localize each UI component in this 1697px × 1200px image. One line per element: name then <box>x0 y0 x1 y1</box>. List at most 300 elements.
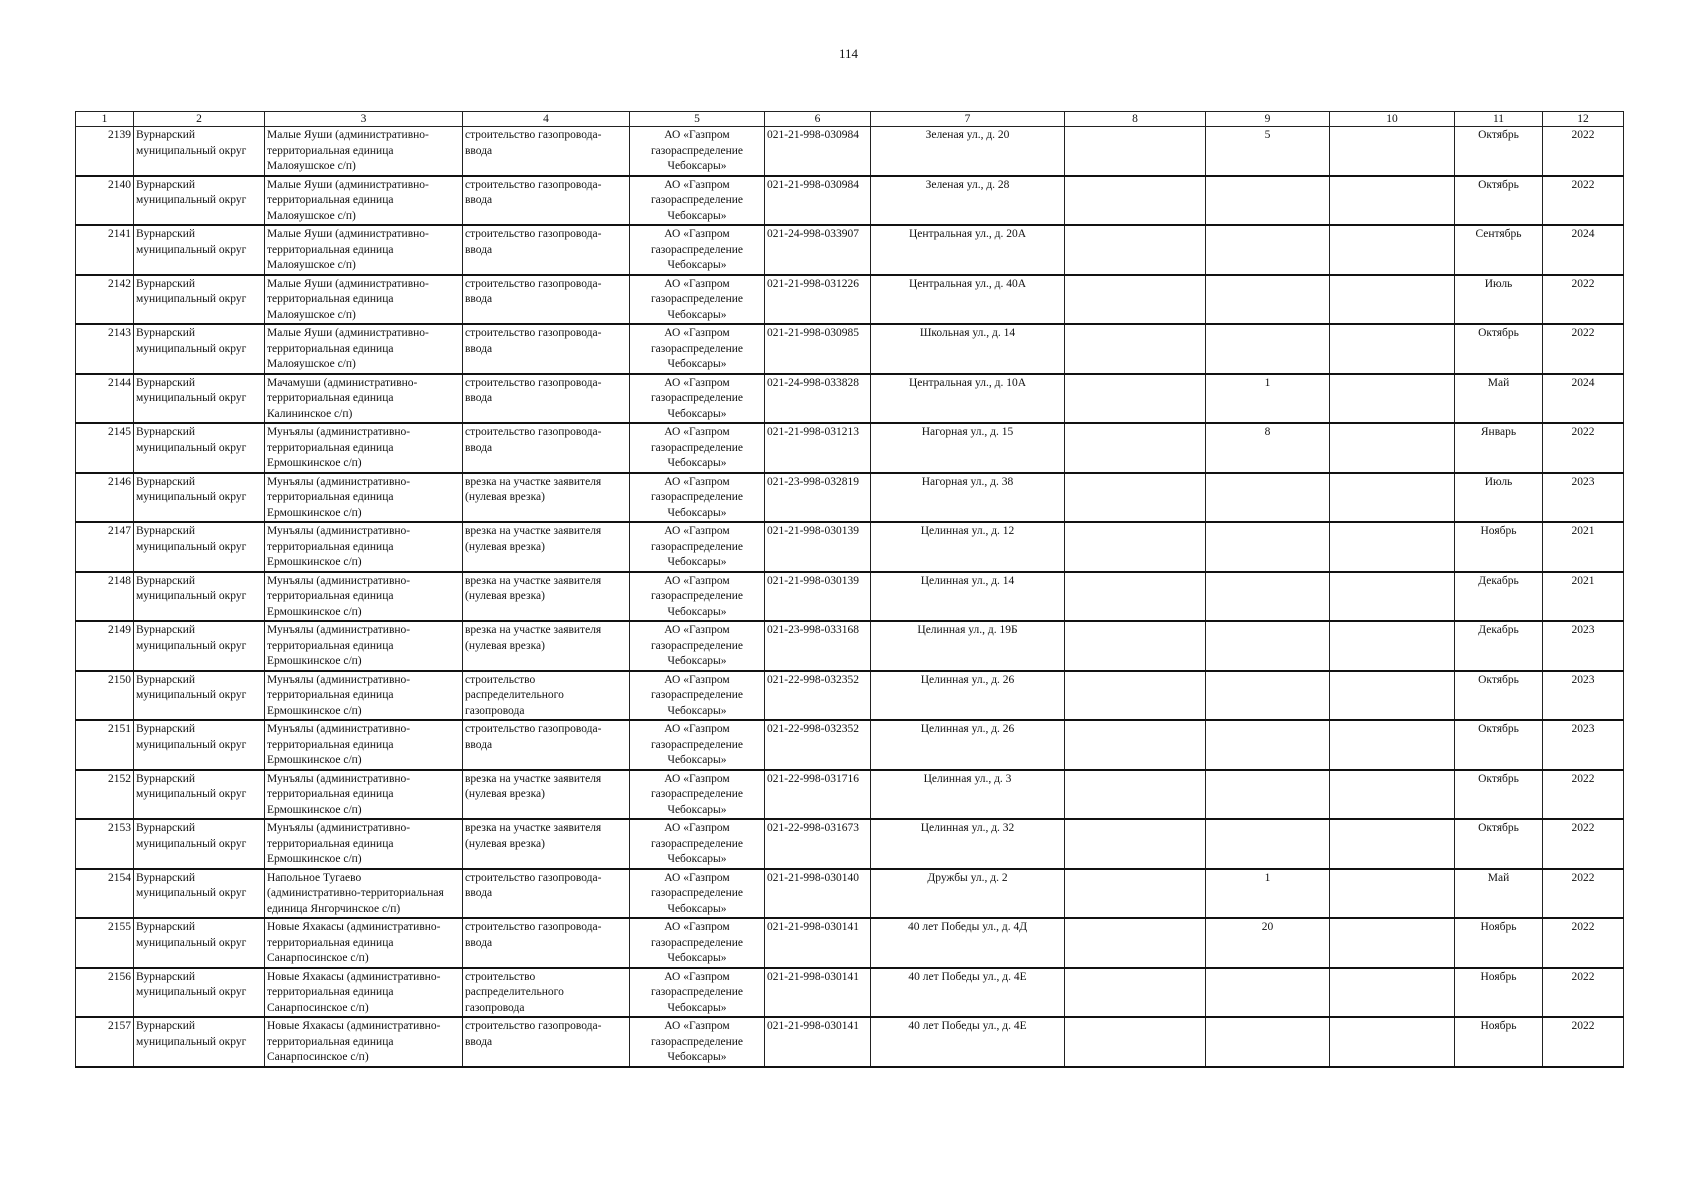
settlement-cell <box>265 374 463 424</box>
organization-cell-line: Чебоксары» <box>667 704 727 717</box>
year-cell: 2023 <box>1543 473 1624 523</box>
row-number: 2149 <box>76 621 134 671</box>
work-type-cell-line: строительство газопровода- <box>465 921 602 933</box>
work-type-cell <box>463 275 630 325</box>
work-type-cell <box>463 869 630 919</box>
district-cell-line: муниципальный округ <box>136 491 247 503</box>
table-row <box>76 176 1624 226</box>
settlement-cell-line: территориальная единица <box>267 243 394 256</box>
district-cell-line: муниципальный округ <box>136 1035 247 1048</box>
column-header-7: 7 <box>871 112 1065 127</box>
column-header-6: 6 <box>765 112 871 127</box>
month-cell: Октябрь <box>1455 176 1543 226</box>
column-10-cell <box>1330 473 1455 523</box>
year-cell: 2022 <box>1543 819 1624 869</box>
district-cell <box>134 473 265 523</box>
organization-cell-line: Чебоксары» <box>667 1001 727 1014</box>
table-row <box>76 671 1624 721</box>
column-8-cell <box>1065 423 1206 473</box>
district-cell <box>134 819 265 869</box>
settlement-cell-line: Санарпосинское с/п) <box>267 1001 369 1014</box>
settlement-cell-line: Мунъялы (административно- <box>267 525 411 537</box>
table-row <box>76 127 1624 176</box>
settlement-cell <box>265 869 463 919</box>
table-row <box>76 819 1624 869</box>
settlement-cell-line: территориальная единица <box>267 1035 394 1048</box>
work-type-cell-line: строительство газопровода- <box>465 129 602 141</box>
district-cell-line: Вурнарский <box>136 772 196 785</box>
district-cell <box>134 918 265 968</box>
organization-cell <box>630 572 765 622</box>
column-10-cell <box>1330 127 1455 176</box>
work-type-cell-line: строительство газопровода- <box>465 327 602 339</box>
settlement-cell <box>265 127 463 176</box>
settlement-cell <box>265 968 463 1018</box>
district-cell-line: Вурнарский <box>136 921 196 933</box>
address-cell: 40 лет Победы ул., д. 4Е <box>871 968 1065 1018</box>
organization-cell <box>630 176 765 226</box>
settlement-cell-line: Ермошкинское с/п) <box>267 506 362 519</box>
column-9-cell: 5 <box>1206 127 1330 176</box>
year-cell: 2022 <box>1543 127 1624 176</box>
settlement-cell <box>265 572 463 622</box>
organization-cell <box>630 324 765 374</box>
organization-cell <box>630 621 765 671</box>
work-type-cell-line: строительство газопровода- <box>465 871 602 884</box>
year-cell: 2022 <box>1543 324 1624 374</box>
column-10-cell <box>1330 1017 1455 1067</box>
organization-cell-line: Чебоксары» <box>667 605 727 618</box>
work-type-cell-line: (нулевая врезка) <box>465 540 545 553</box>
district-cell-line: Вурнарский <box>136 129 196 141</box>
settlement-cell-line: территориальная единица <box>267 936 394 949</box>
code-cell: 021-23-998-033168 <box>765 621 871 671</box>
column-10-cell <box>1330 720 1455 770</box>
month-cell: Октябрь <box>1455 720 1543 770</box>
district-cell-line: муниципальный округ <box>136 788 247 800</box>
organization-cell-line: АО «Газпром <box>664 228 730 240</box>
settlement-cell <box>265 671 463 721</box>
year-cell: 2024 <box>1543 225 1624 275</box>
row-number: 2154 <box>76 869 134 919</box>
district-cell-line: Вурнарский <box>136 228 196 240</box>
settlement-cell-line: Ермошкинское с/п) <box>267 853 362 865</box>
column-9-cell <box>1206 225 1330 275</box>
organization-cell-line: газораспределение <box>650 837 744 850</box>
column-8-cell <box>1065 621 1206 671</box>
code-cell: 021-24-998-033907 <box>765 225 871 275</box>
work-type-cell <box>463 770 630 820</box>
work-type-cell-line: врезка на участке заявителя <box>465 772 602 785</box>
column-8-cell <box>1065 473 1206 523</box>
work-type-cell-line: ввода <box>465 342 493 355</box>
work-type-cell-line: врезка на участке заявителя <box>465 822 602 834</box>
row-number: 2157 <box>76 1017 134 1067</box>
work-type-cell-line: строительство <box>465 970 536 983</box>
row-number: 2152 <box>76 770 134 820</box>
year-cell: 2022 <box>1543 423 1624 473</box>
work-type-cell <box>463 968 630 1018</box>
code-cell: 021-21-998-030984 <box>765 127 871 176</box>
settlement-cell-line: территориальная единица <box>267 986 394 998</box>
work-type-cell <box>463 572 630 622</box>
district-cell-line: Вурнарский <box>136 574 196 587</box>
column-8-cell <box>1065 720 1206 770</box>
row-number: 2151 <box>76 720 134 770</box>
code-cell: 021-24-998-033828 <box>765 374 871 424</box>
column-9-cell: 8 <box>1206 423 1330 473</box>
work-type-cell <box>463 1017 630 1067</box>
district-cell <box>134 423 265 473</box>
work-type-cell <box>463 423 630 473</box>
work-type-cell-line: ввода <box>465 887 493 899</box>
year-cell: 2023 <box>1543 621 1624 671</box>
month-cell: Июль <box>1455 473 1543 523</box>
column-10-cell <box>1330 918 1455 968</box>
year-cell: 2022 <box>1543 918 1624 968</box>
page-number: 114 <box>838 46 859 61</box>
work-type-cell-line: (нулевая врезка) <box>465 639 545 652</box>
table-row <box>76 869 1624 919</box>
district-cell <box>134 869 265 919</box>
year-cell: 2023 <box>1543 671 1624 721</box>
column-10-cell <box>1330 572 1455 622</box>
column-10-cell <box>1330 621 1455 671</box>
year-cell: 2022 <box>1543 869 1624 919</box>
district-cell-line: Вурнарский <box>136 475 196 488</box>
row-number: 2139 <box>76 127 134 176</box>
table-row <box>76 473 1624 523</box>
month-cell: Июль <box>1455 275 1543 325</box>
settlement-cell <box>265 1017 463 1067</box>
year-cell: 2022 <box>1543 968 1624 1018</box>
organization-cell <box>630 522 765 572</box>
settlement-cell-line: территориальная единица <box>267 491 394 503</box>
row-number: 2150 <box>76 671 134 721</box>
work-type-cell-line: строительство <box>465 673 536 686</box>
address-cell: 40 лет Победы ул., д. 4Е <box>871 1017 1065 1067</box>
district-cell <box>134 671 265 721</box>
code-cell: 021-21-998-030140 <box>765 869 871 919</box>
settlement-cell-line: Малояушское с/п) <box>267 209 356 222</box>
row-number: 2156 <box>76 968 134 1018</box>
address-cell: 40 лет Победы ул., д. 4Д <box>871 918 1065 968</box>
settlement-cell-line: территориальная единица <box>267 738 394 751</box>
settlement-cell <box>265 423 463 473</box>
column-9-cell: 1 <box>1206 374 1330 424</box>
organization-cell-line: газораспределение <box>650 590 744 602</box>
column-8-cell <box>1065 1017 1206 1067</box>
organization-cell-line: Чебоксары» <box>667 655 727 667</box>
table-row <box>76 423 1624 473</box>
code-cell: 021-21-998-030141 <box>765 918 871 968</box>
work-type-cell <box>463 819 630 869</box>
work-type-cell-line: ввода <box>465 936 493 949</box>
settlement-cell-line: территориальная единица <box>267 590 394 602</box>
table-row <box>76 225 1624 275</box>
address-cell: Целинная ул., д. 26 <box>871 671 1065 721</box>
settlement-cell-line: Мунъялы (административно- <box>267 426 411 438</box>
settlement-cell-line: Мачамуши (административно- <box>267 376 418 389</box>
settlement-cell-line: Мунъялы (административно- <box>267 624 411 636</box>
settlement-cell-line: Мунъялы (административно- <box>267 772 411 785</box>
organization-cell <box>630 968 765 1018</box>
district-cell <box>134 225 265 275</box>
settlement-cell-line: Малые Яуши (административно- <box>267 327 429 339</box>
address-cell: Целинная ул., д. 3 <box>871 770 1065 820</box>
organization-cell-line: Чебоксары» <box>667 358 727 370</box>
month-cell: Ноябрь <box>1455 1017 1543 1067</box>
work-type-cell-line: строительство газопровода- <box>465 723 602 735</box>
address-cell: Целинная ул., д. 14 <box>871 572 1065 622</box>
organization-cell-line: АО «Газпром <box>664 277 730 290</box>
table-row <box>76 621 1624 671</box>
address-cell: Целинная ул., д. 32 <box>871 819 1065 869</box>
settlement-cell-line: территориальная единица <box>267 837 394 850</box>
settlement-cell <box>265 473 463 523</box>
code-cell: 021-21-998-030141 <box>765 968 871 1018</box>
organization-cell-line: АО «Газпром <box>664 624 730 636</box>
organization-cell <box>630 671 765 721</box>
organization-cell-line: газораспределение <box>650 540 744 553</box>
district-cell <box>134 127 265 176</box>
row-number: 2143 <box>76 324 134 374</box>
column-10-cell <box>1330 869 1455 919</box>
column-9-cell <box>1206 621 1330 671</box>
column-8-cell <box>1065 127 1206 176</box>
district-cell-line: муниципальный округ <box>136 392 247 404</box>
code-cell: 021-21-998-030141 <box>765 1017 871 1067</box>
work-type-cell-line: врезка на участке заявителя <box>465 574 602 587</box>
district-cell <box>134 770 265 820</box>
settlement-cell <box>265 918 463 968</box>
settlement-cell <box>265 720 463 770</box>
settlement-cell-line: территориальная единица <box>267 441 394 454</box>
column-9-cell: 1 <box>1206 869 1330 919</box>
district-cell-line: Вурнарский <box>136 525 196 537</box>
work-type-cell <box>463 225 630 275</box>
column-8-cell <box>1065 819 1206 869</box>
work-type-cell <box>463 374 630 424</box>
work-type-cell-line: врезка на участке заявителя <box>465 525 602 537</box>
work-type-cell <box>463 176 630 226</box>
table-row <box>76 275 1624 325</box>
work-type-cell-line: врезка на участке заявителя <box>465 624 602 636</box>
column-9-cell <box>1206 324 1330 374</box>
organization-cell-line: АО «Газпром <box>664 574 730 587</box>
row-number: 2146 <box>76 473 134 523</box>
organization-cell-line: Чебоксары» <box>667 160 727 172</box>
column-10-cell <box>1330 770 1455 820</box>
row-number: 2142 <box>76 275 134 325</box>
district-cell <box>134 275 265 325</box>
settlement-cell <box>265 176 463 226</box>
header-row <box>76 112 1624 127</box>
district-cell <box>134 1017 265 1067</box>
row-number: 2148 <box>76 572 134 622</box>
code-cell: 021-22-998-032352 <box>765 671 871 721</box>
district-cell-line: Вурнарский <box>136 970 196 983</box>
work-type-cell <box>463 473 630 523</box>
column-9-cell <box>1206 522 1330 572</box>
column-8-cell <box>1065 225 1206 275</box>
work-type-cell-line: ввода <box>465 243 493 256</box>
table-row <box>76 918 1624 968</box>
table-row <box>76 770 1624 820</box>
settlement-cell-line: Мунъялы (административно- <box>267 822 411 834</box>
settlement-cell <box>265 621 463 671</box>
column-10-cell <box>1330 671 1455 721</box>
column-header-8: 8 <box>1065 112 1206 127</box>
district-cell-line: Вурнарский <box>136 822 196 834</box>
month-cell: Декабрь <box>1455 572 1543 622</box>
settlement-cell-line: Ермошкинское с/п) <box>267 605 362 618</box>
column-header-10: 10 <box>1330 112 1455 127</box>
settlement-cell-line: Новые Яхакасы (административно- <box>267 970 441 983</box>
organization-cell-line: газораспределение <box>650 887 744 899</box>
settlement-cell-line: территориальная единица <box>267 194 394 206</box>
column-header-9: 9 <box>1206 112 1330 127</box>
work-type-cell-line: строительство газопровода- <box>465 228 602 240</box>
table-row <box>76 324 1624 374</box>
settlement-cell-line: территориальная единица <box>267 392 394 404</box>
settlement-cell-line: Мунъялы (административно- <box>267 574 411 587</box>
row-number: 2140 <box>76 176 134 226</box>
settlement-cell <box>265 819 463 869</box>
organization-cell-line: газораспределение <box>650 491 744 503</box>
column-9-cell <box>1206 176 1330 226</box>
organization-cell <box>630 819 765 869</box>
district-cell-line: Вурнарский <box>136 327 196 339</box>
organization-cell-line: газораспределение <box>650 243 744 256</box>
district-cell-line: муниципальный округ <box>136 144 247 157</box>
settlement-cell-line: Напольное Тугаево <box>267 871 362 884</box>
month-cell: Январь <box>1455 423 1543 473</box>
month-cell: Сентябрь <box>1455 225 1543 275</box>
organization-cell-line: газораспределение <box>650 194 744 206</box>
district-cell <box>134 621 265 671</box>
column-header-2: 2 <box>134 112 265 127</box>
code-cell: 021-21-998-030139 <box>765 522 871 572</box>
district-cell-line: муниципальный округ <box>136 441 247 454</box>
table-row <box>76 720 1624 770</box>
column-8-cell <box>1065 770 1206 820</box>
work-type-cell <box>463 127 630 176</box>
settlement-cell-line: Ермошкинское с/п) <box>267 803 362 816</box>
month-cell: Октябрь <box>1455 819 1543 869</box>
settlement-cell-line: территориальная единица <box>267 144 394 157</box>
district-cell-line: муниципальный округ <box>136 342 247 355</box>
district-cell-line: Вурнарский <box>136 277 196 290</box>
organization-cell-line: газораспределение <box>650 392 744 404</box>
settlement-cell-line: Санарпосинское с/п) <box>267 1051 369 1063</box>
organization-cell-line: Чебоксары» <box>667 754 727 766</box>
work-type-cell <box>463 621 630 671</box>
address-cell: Целинная ул., д. 19Б <box>871 621 1065 671</box>
district-cell-line: муниципальный округ <box>136 738 247 751</box>
address-cell: Зеленая ул., д. 28 <box>871 176 1065 226</box>
column-header-12: 12 <box>1543 112 1624 127</box>
settlement-cell-line: Калининское с/п) <box>267 407 353 420</box>
year-cell: 2023 <box>1543 720 1624 770</box>
organization-cell-line: газораспределение <box>650 986 744 998</box>
district-cell-line: муниципальный округ <box>136 837 247 850</box>
address-cell: Центральная ул., д. 20А <box>871 225 1065 275</box>
work-type-cell-line: строительство газопровода- <box>465 426 602 438</box>
table-row <box>76 374 1624 424</box>
organization-cell-line: Чебоксары» <box>667 952 727 964</box>
organization-cell <box>630 918 765 968</box>
organization-cell-line: Чебоксары» <box>667 308 727 321</box>
settlement-cell-line: Ермошкинское с/п) <box>267 556 362 568</box>
column-8-cell <box>1065 869 1206 919</box>
district-cell-line: Вурнарский <box>136 673 196 686</box>
district-cell-line: муниципальный округ <box>136 936 247 949</box>
column-10-cell <box>1330 225 1455 275</box>
organization-cell-line: АО «Газпром <box>664 475 730 488</box>
work-type-cell <box>463 324 630 374</box>
month-cell: Октябрь <box>1455 324 1543 374</box>
settlement-cell <box>265 324 463 374</box>
settlement-cell <box>265 522 463 572</box>
organization-cell <box>630 720 765 770</box>
table-body <box>76 127 1624 1067</box>
column-header-3: 3 <box>265 112 463 127</box>
year-cell: 2022 <box>1543 275 1624 325</box>
column-8-cell <box>1065 671 1206 721</box>
organization-cell-line: газораспределение <box>650 936 744 949</box>
organization-cell-line: АО «Газпром <box>664 376 730 389</box>
column-9-cell <box>1206 720 1330 770</box>
month-cell: Май <box>1455 869 1543 919</box>
address-cell: Целинная ул., д. 26 <box>871 720 1065 770</box>
settlement-cell <box>265 275 463 325</box>
register-table <box>75 111 1624 1068</box>
month-cell: Ноябрь <box>1455 968 1543 1018</box>
work-type-cell <box>463 671 630 721</box>
district-cell-line: Вурнарский <box>136 178 196 191</box>
settlement-cell-line: Малояушское с/п) <box>267 160 356 172</box>
code-cell: 021-21-998-031226 <box>765 275 871 325</box>
organization-cell-line: АО «Газпром <box>664 525 730 537</box>
settlement-cell-line: Малые Яуши (административно- <box>267 228 429 240</box>
settlement-cell-line: Ермошкинское с/п) <box>267 704 362 717</box>
table-row <box>76 572 1624 622</box>
district-cell-line: муниципальный округ <box>136 293 247 305</box>
settlement-cell-line: территориальная единица <box>267 689 394 701</box>
month-cell: Ноябрь <box>1455 918 1543 968</box>
district-cell-line: муниципальный округ <box>136 590 247 602</box>
column-8-cell <box>1065 572 1206 622</box>
year-cell: 2022 <box>1543 176 1624 226</box>
column-10-cell <box>1330 423 1455 473</box>
settlement-cell-line: Мунъялы (административно- <box>267 475 411 488</box>
column-8-cell <box>1065 522 1206 572</box>
district-cell-line: Вурнарский <box>136 624 196 636</box>
year-cell: 2024 <box>1543 374 1624 424</box>
settlement-cell-line: Мунъялы (административно- <box>267 673 411 686</box>
organization-cell-line: АО «Газпром <box>664 723 730 735</box>
column-8-cell <box>1065 176 1206 226</box>
column-8-cell <box>1065 324 1206 374</box>
month-cell: Ноябрь <box>1455 522 1543 572</box>
district-cell-line: Вурнарский <box>136 426 196 438</box>
district-cell <box>134 720 265 770</box>
settlement-cell-line: Малояушское с/п) <box>267 308 356 321</box>
address-cell: Нагорная ул., д. 15 <box>871 423 1065 473</box>
organization-cell-line: Чебоксары» <box>667 209 727 222</box>
row-number: 2144 <box>76 374 134 424</box>
